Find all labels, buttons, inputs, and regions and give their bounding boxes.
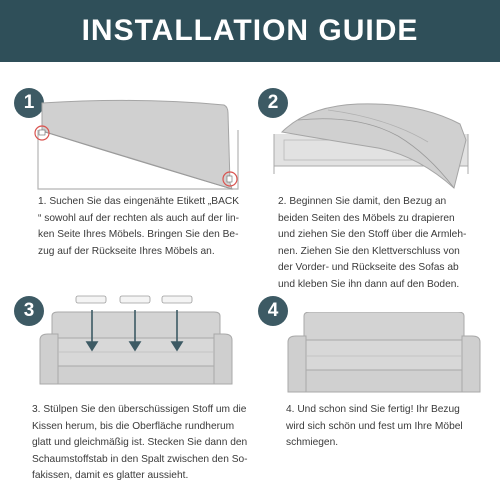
step-3-line: Kissen herum, bis die Oberfläche rundherum <box>32 420 235 432</box>
step-2-illustration <box>268 96 474 196</box>
step-4-badge: 4 <box>258 296 288 326</box>
step-1-line: “ sowohl auf der rechten als auch auf der lin- <box>38 212 240 224</box>
step-2-badge: 2 <box>258 88 288 118</box>
back-tag-right <box>227 176 232 182</box>
step-3-line: 3. Stülpen Sie den überschüssigen Stoff um die <box>32 404 247 415</box>
step-1-illustration <box>28 95 250 195</box>
step-1-badge: 1 <box>14 88 44 118</box>
back-tag-left <box>39 130 45 135</box>
header-banner <box>0 0 500 62</box>
step-4-line: wird sich schön und fest um Ihre Möbel <box>286 420 463 432</box>
step-3-line: fakissen, damit es glatter aussieht. <box>32 470 189 482</box>
sofa-front <box>58 366 214 384</box>
foam-rod <box>162 296 192 303</box>
sofa-back <box>52 312 220 338</box>
step-4-caption <box>286 402 463 452</box>
step-2-line: und ziehen Sie den Stoff über die Armleh- <box>278 229 467 241</box>
step-3-caption <box>32 402 248 485</box>
step-4-illustration <box>286 312 482 398</box>
step-1-line: zug auf der Rückseite Ihres Möbels an. <box>38 245 215 257</box>
sofa-arm-right <box>214 334 232 384</box>
step-3-illustration <box>36 294 236 394</box>
step-2-caption <box>278 194 466 294</box>
step-3-line: Schaumstoffstab in den Spalt zwischen den So- <box>32 453 248 465</box>
step-3-badge: 3 <box>14 296 44 326</box>
step-2-line: nen. Ziehen Sie den Klettverschluss von <box>278 245 460 257</box>
step-2-line: beiden Seiten des Möbels zu drapieren <box>278 212 455 224</box>
sofa-cover <box>42 100 232 189</box>
page-title: INSTALLATION GUIDE <box>81 14 419 47</box>
step-2-line: und kleben Sie ihn dann auf den Boden. <box>278 278 460 290</box>
step-3-line: glatt und gleichmäßig ist. Stecken Sie dann den <box>32 437 248 449</box>
step-4-line: 4. Und schon sind Sie fertig! Ihr Bezug <box>286 404 460 415</box>
sofa-arm-right <box>462 336 480 392</box>
foam-rod <box>120 296 150 303</box>
foam-rod <box>76 296 106 303</box>
sofa-seat <box>306 340 462 370</box>
sofa-back <box>304 312 464 340</box>
step-1-caption <box>38 194 239 260</box>
step-4-line: schmiegen. <box>286 437 339 449</box>
step-2-line: der Vorder- und Rückseite des Sofas ab <box>278 262 459 274</box>
step-2-line: 2. Beginnen Sie damit, den Bezug an <box>278 196 447 207</box>
step-1-line: ken Seite Ihres Möbels. Bringen Sie den Be- <box>38 229 239 241</box>
step-1-line: 1. Suchen Sie das eingenähte Etikett „BACK <box>38 196 240 207</box>
sofa-arm-left <box>40 334 58 384</box>
sofa-arm-left <box>288 336 306 392</box>
sofa-front <box>306 370 462 392</box>
